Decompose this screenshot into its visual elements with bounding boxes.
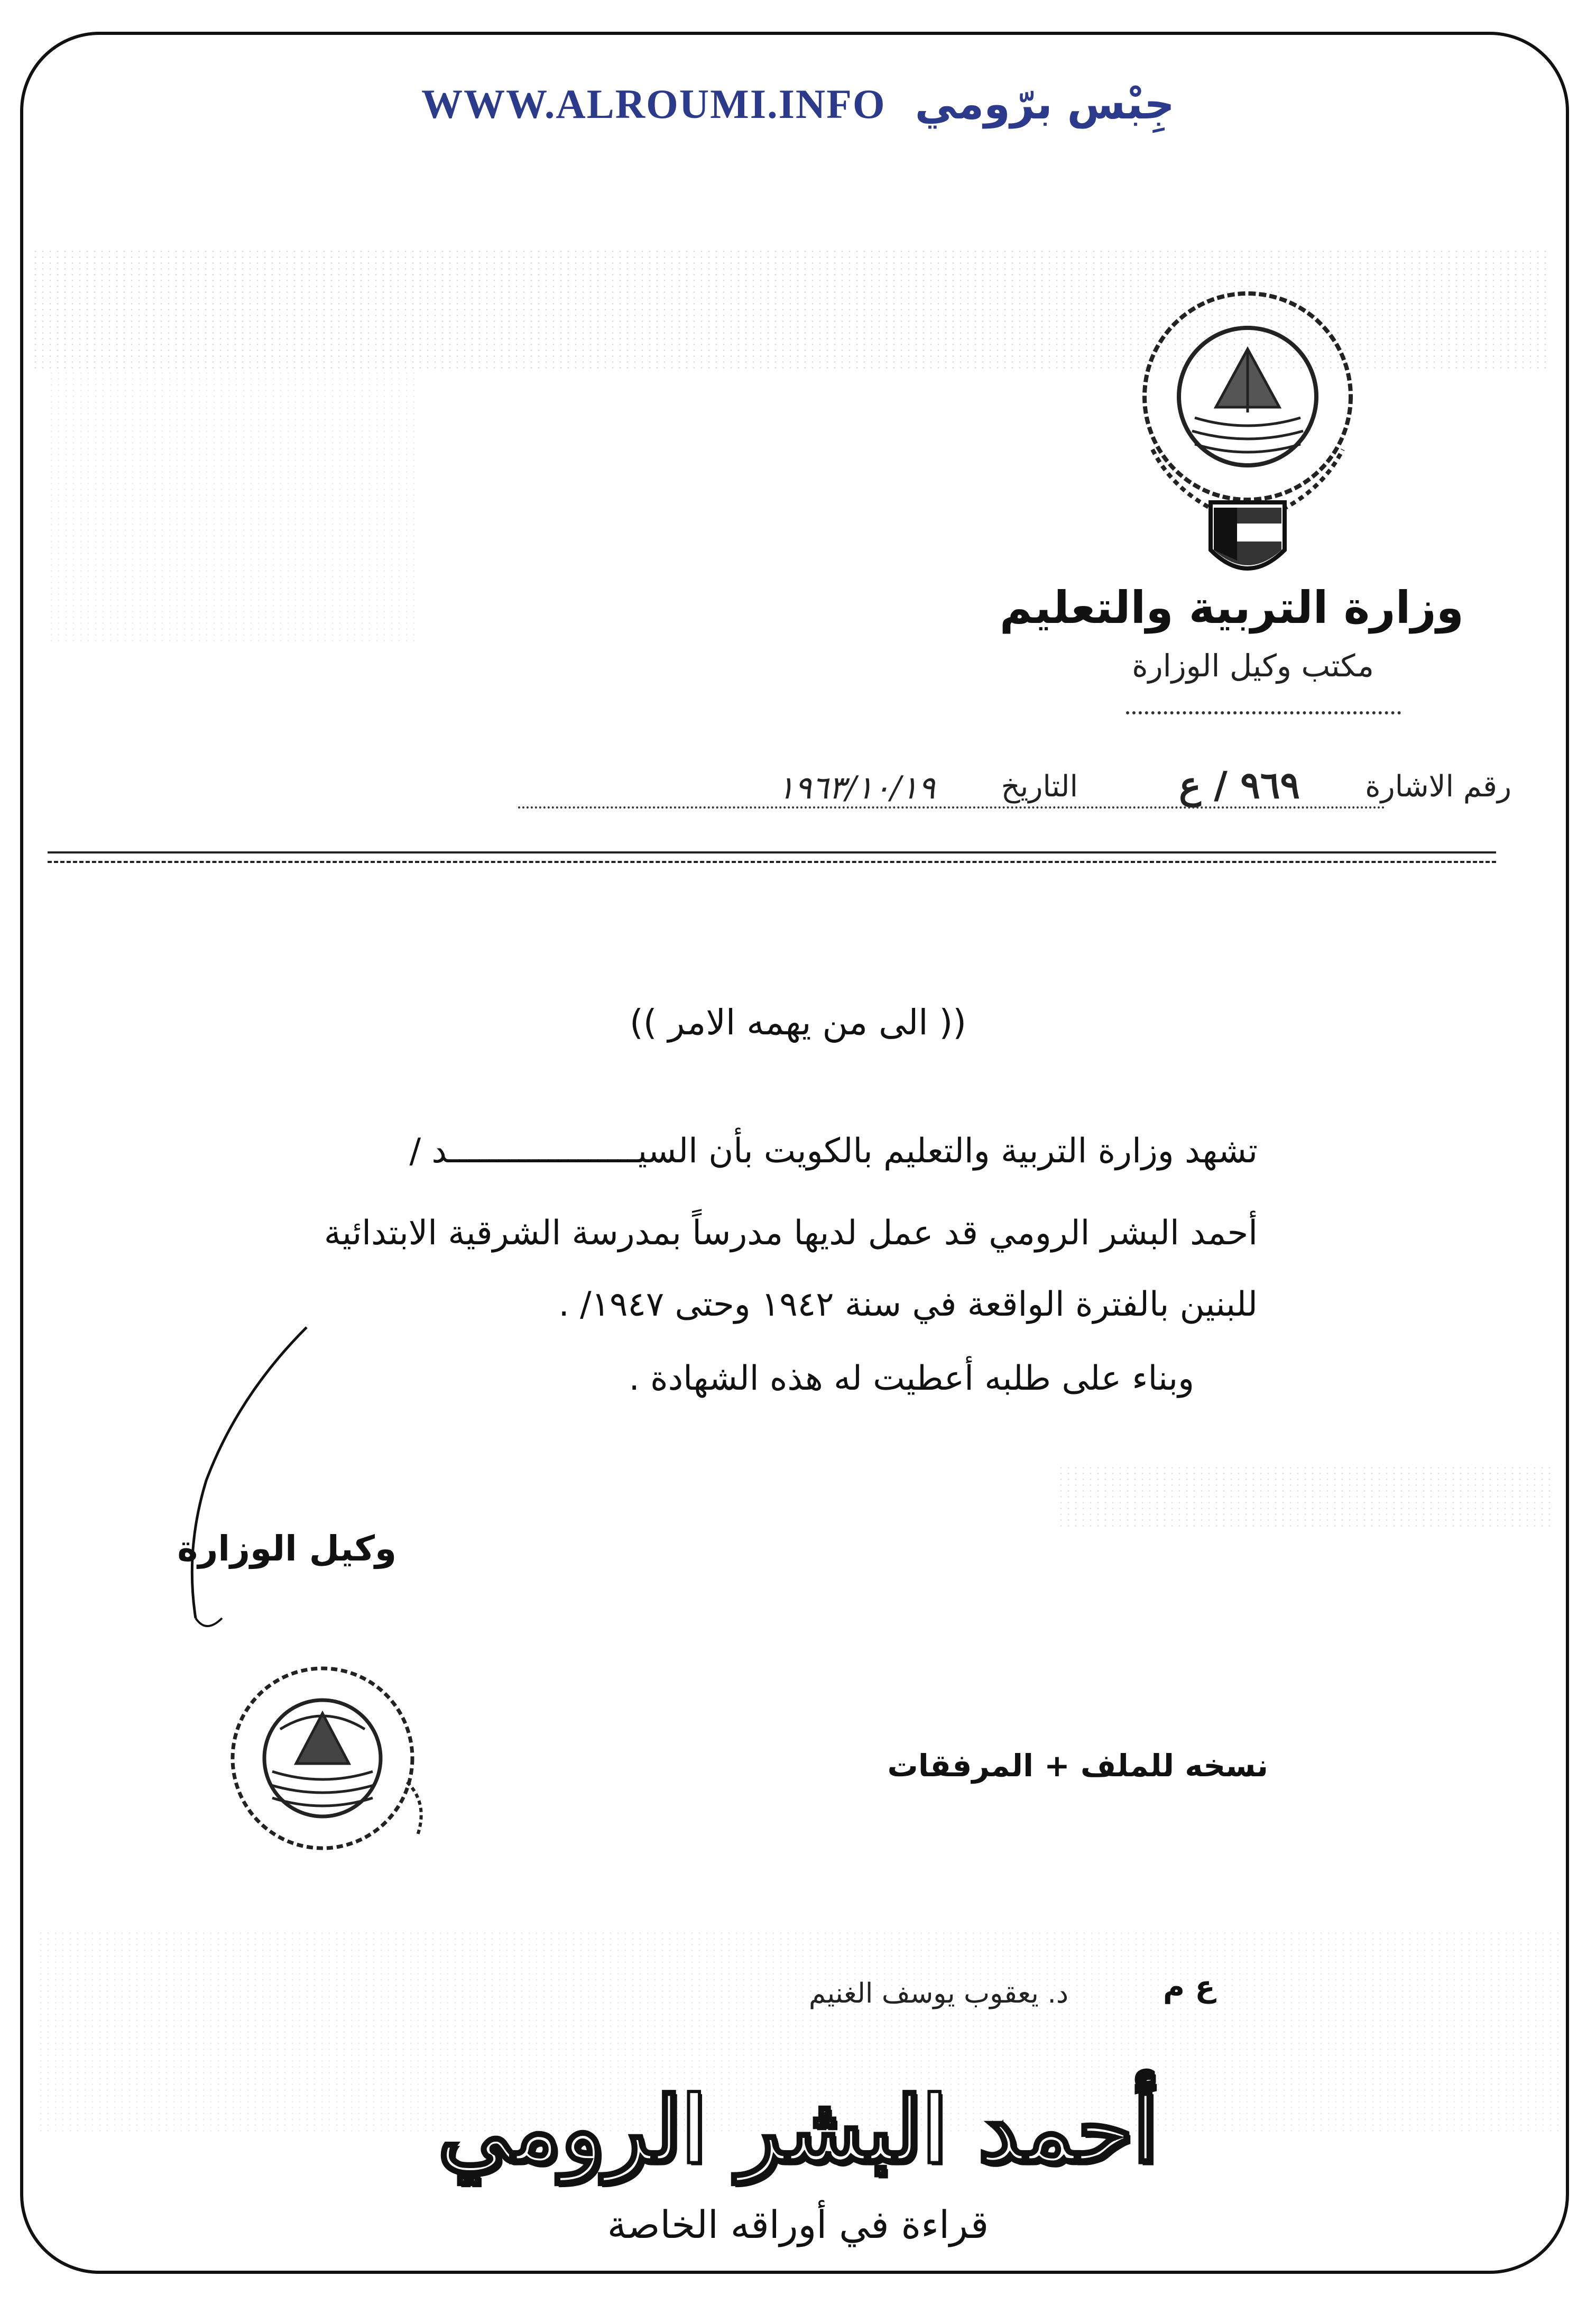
reference-row: [507, 763, 1511, 817]
reference-underline: [518, 806, 1385, 809]
book-title: أحمد البشر الرومي: [438, 2077, 1158, 2183]
signatory-title: وكيل الوزارة: [177, 1528, 396, 1569]
date-label: التاريخ: [1001, 769, 1078, 804]
header-rule-2: [48, 861, 1496, 863]
letter-line-2: أحمد البشر الرومي قد عمل لديها مدرساً بمدرسة الشرقية الابتدائية: [324, 1214, 1258, 1253]
typist-initials: ع م: [1163, 1970, 1215, 2004]
site-title: جِبْس برّومي: [915, 79, 1175, 128]
letterhead-divider: [1126, 711, 1401, 714]
site-header: [0, 79, 1596, 153]
letter-line-3: للبنين بالفترة الواقعة في سنة ١٩٤٢ وحتى ١٩٤٧/ .: [558, 1285, 1258, 1324]
scan-noise-mid: [1057, 1465, 1554, 1528]
header-rule-1: [48, 851, 1496, 853]
office-name: مكتب وكيل الوزارة: [1132, 648, 1374, 684]
letter-heading: (( الى من يهمه الامر )): [629, 1002, 967, 1043]
site-url[interactable]: WWW.ALROUMI.INFO: [421, 80, 886, 127]
printed-name: د. يعقوب يوسف الغنيم: [809, 1978, 1069, 2009]
letter-line-1: تشهد وزارة التربية والتعليم بالكويت بأن السيـــــــــــــــــــد /: [409, 1132, 1258, 1171]
date-value: ١٩٦٣/١٠/١٩: [777, 769, 935, 806]
ministry-name: وزارة التربية والتعليم: [999, 582, 1464, 634]
copy-note: نسخه للملف + المرفقات: [887, 1748, 1268, 1784]
ministry-stamp-icon: [217, 1645, 444, 1872]
kuwait-emblem-icon: [1115, 275, 1396, 592]
reference-number: ٩٦٩ / ع: [1179, 763, 1300, 807]
scan-noise-left: [48, 370, 418, 645]
handwritten-signature: [174, 1322, 354, 1639]
reference-label: رقم الاشارة: [1365, 769, 1511, 804]
letter-line-4: وبناء على طلبه أعطيت له هذه الشهادة .: [629, 1359, 1194, 1398]
book-subtitle: قراءة في أوراقه الخاصة: [607, 2202, 989, 2247]
